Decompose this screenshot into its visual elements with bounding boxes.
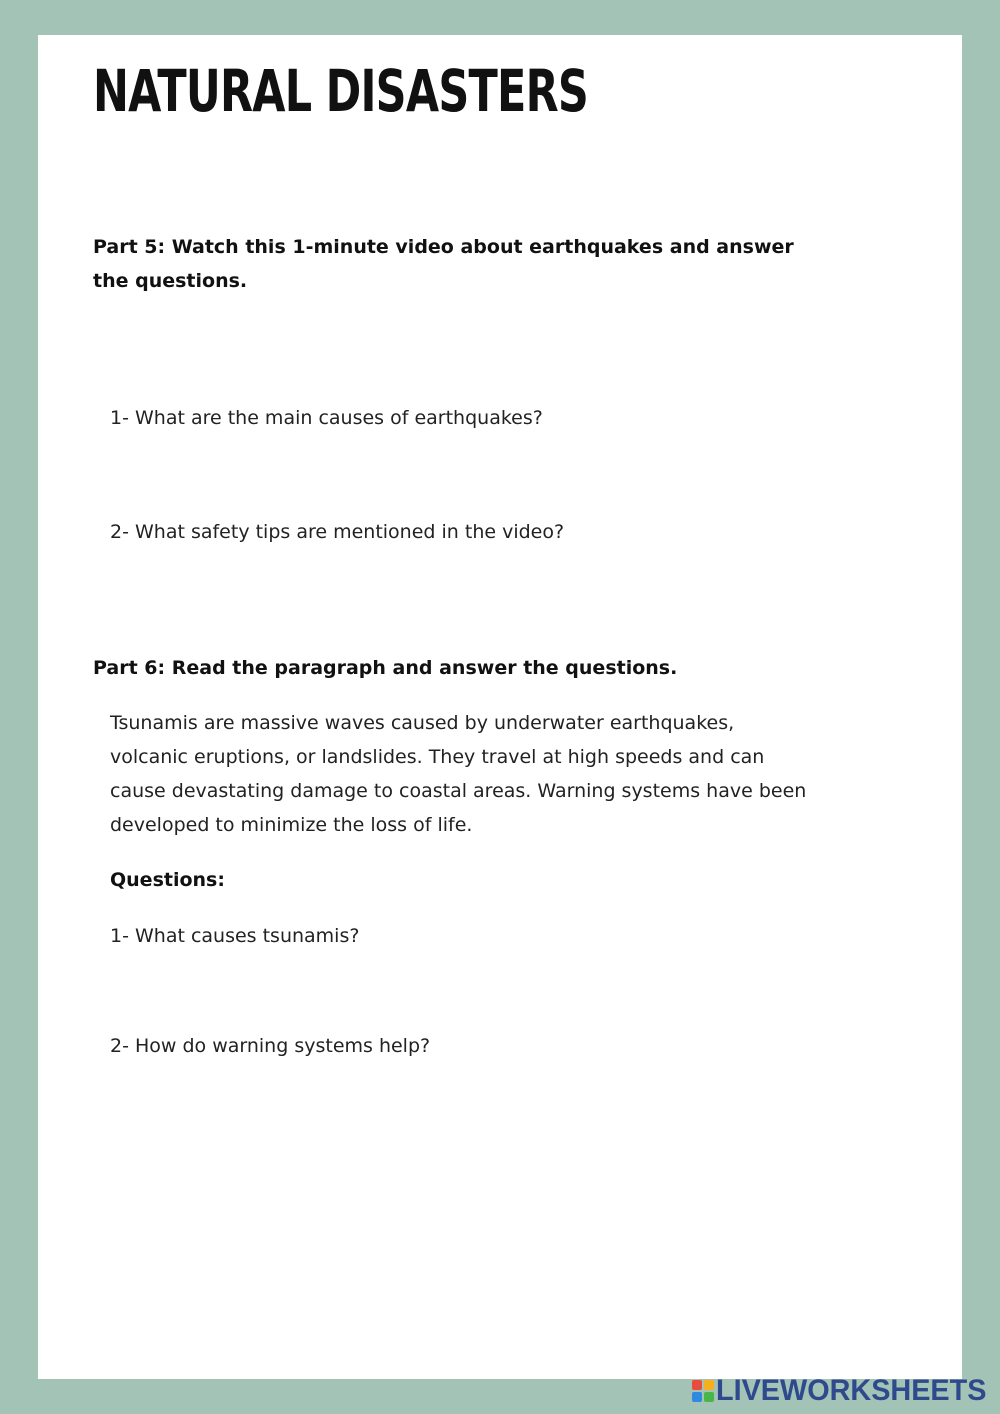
liveworksheets-logo-icon <box>692 1380 714 1402</box>
worksheet-page <box>38 35 962 1379</box>
questions-label: Questions: <box>110 869 225 891</box>
liveworksheets-branding[interactable] <box>692 1376 998 1406</box>
part5-heading: Part 5: Watch this 1-minute video about earthquakes and answer the questions. <box>93 236 794 292</box>
brand-name: LIVEWORKSHEETS <box>716 1374 987 1407</box>
page-title: NATURAL DISASTERS <box>93 57 589 125</box>
part6-question-1: 1- What causes tsunamis? <box>110 925 360 947</box>
part5-question-1: 1- What are the main causes of earthquakes? <box>110 407 543 429</box>
part6-question-2: 2- How do warning systems help? <box>110 1035 431 1057</box>
part5-question-2: 2- What safety tips are mentioned in the video? <box>110 521 565 543</box>
reading-paragraph: Tsunamis are massive waves caused by underwater earthquakes, volcanic eruptions, or landslides. They travel at high speeds and can cause devastating damage to coastal areas. Warning systems have been developed to minimize the loss of life. <box>110 712 807 836</box>
part6-heading: Part 6: Read the paragraph and answer the questions. <box>93 657 678 679</box>
